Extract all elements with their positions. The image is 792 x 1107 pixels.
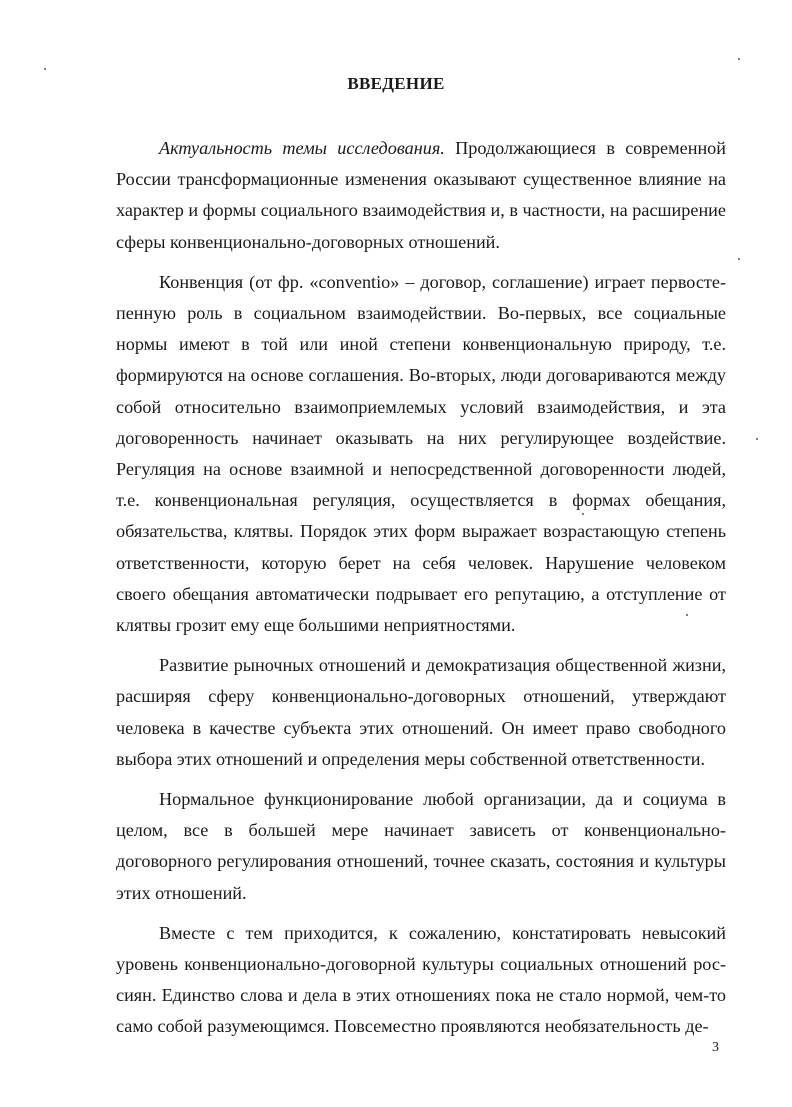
scan-speck bbox=[738, 58, 740, 60]
paragraph-lead: Актуальность темы исследования. bbox=[159, 138, 445, 158]
paragraph-text: Нормальное функционирование любой организации, да и социума в целом, все в большей мере начинает зависеть от конвенционально-договорного регулирования отношений, точнее сказать, состояния и культуры этих отношений. bbox=[116, 789, 726, 903]
body-text bbox=[116, 133, 726, 1052]
paragraph-4 bbox=[116, 784, 726, 909]
paragraph-3 bbox=[116, 650, 726, 775]
paragraph-5 bbox=[116, 918, 726, 1043]
page-number: 3 bbox=[712, 1040, 719, 1055]
scan-speck bbox=[582, 513, 584, 515]
paragraph-text: Вместе с тем приходится, к сожалению, констатировать невысокий уровень конвенционально-договорной культуры социальных отношений россиян. Единство слова и дела в этих отношениях пока не стало нормой, чем-то само собой разумеющимся. Повсеместно проявляются необязательность де- bbox=[116, 922, 726, 1037]
scan-speck bbox=[738, 258, 740, 260]
page-title: ВВЕДЕНИЕ bbox=[347, 74, 445, 93]
paragraph-1 bbox=[116, 133, 726, 258]
paragraph-text: Конвенция (от фр. «conventio» – договор, соглашение) играет первостепенную роль в социальном взаимодействии. Во-первых, все социальные нормы имеют в той или иной степени конвенциональную природу, т.е. формируются на основе соглашения. Во-вторых, люди договариваются между собой относительно взаимоприемлемых условий взаимодействия, и эта договоренность начинает оказывать на них регулирующее воздействие. Регуляция на основе взаимной и непосредственной договоренности людей, т.е. конвенциональная регуляция, осуществляется в формах обещания, обязательства, клятвы. Порядок этих форм выражает возрастающую степень ответственности, которую берет на себя человек. Нарушение человеком своего обещания автоматически подрывает его репутацию, а отступление от клятвы грозит ему еще большими неприятностями. bbox=[116, 271, 726, 636]
paragraph-text: Развитие рыночных отношений и демократизация общественной жизни, расширяя сферу конвенционально-договорных отношений, утверждают человека в качестве субъекта этих отношений. Он имеет право свободного выбора этих отношений и определения меры собственной ответственности. bbox=[116, 655, 726, 769]
scan-speck bbox=[44, 68, 46, 70]
paragraph-text: Продолжающиеся в современной России трансформационные изменения оказывают существенное влияние на характер и формы социального взаимодействия и, в частности, на расширение сферы конвенционально-договорных отношений. bbox=[116, 138, 727, 252]
paragraph-2 bbox=[116, 267, 726, 641]
scan-speck bbox=[756, 438, 758, 440]
scan-speck bbox=[686, 614, 688, 616]
